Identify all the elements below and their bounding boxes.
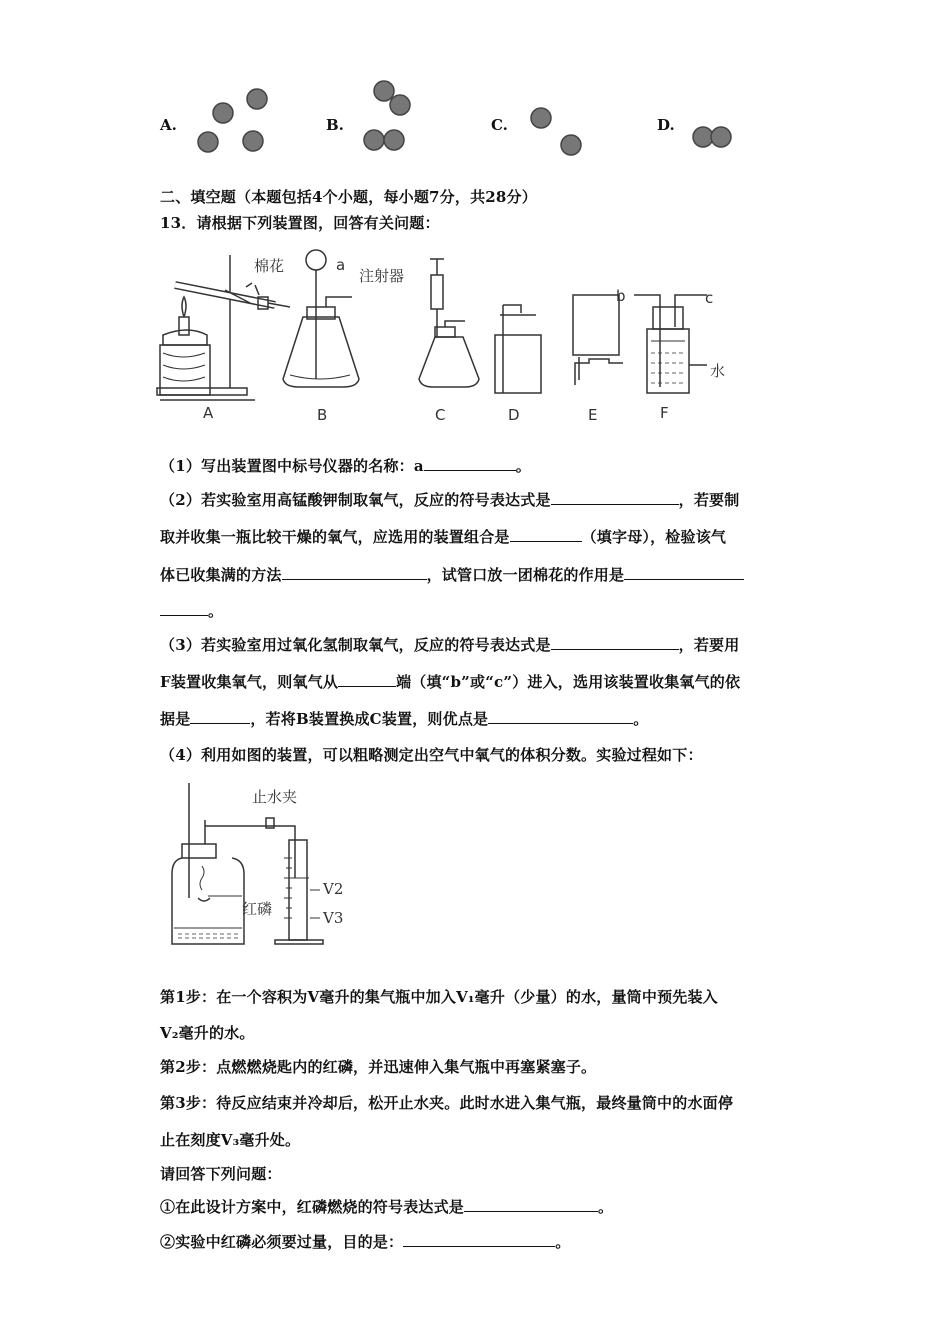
option-a-label: A. bbox=[160, 116, 177, 134]
q3-line-1: （3）若实验室用过氧化氢制取氧气，反应的符号表达式是 ，若要用 bbox=[160, 636, 740, 654]
answer-2: ②实验中红磷必须要过量，目的是： 。 bbox=[160, 1233, 571, 1251]
option-d-particles bbox=[688, 124, 738, 150]
label-cotton: 棉花 bbox=[254, 257, 285, 275]
answer-prompt: 请回答下列问题： bbox=[160, 1165, 282, 1183]
section-heading: 二、填空题（本题包括4个小题，每小题7分，共28分） bbox=[160, 188, 537, 206]
label-c: c bbox=[705, 289, 714, 307]
apparatus-figure bbox=[155, 245, 755, 425]
step-2: 第2步：点燃燃烧匙内的红磷，并迅速伸入集气瓶中再塞紧塞子。 bbox=[160, 1058, 597, 1076]
q2-line-2: 取并收集一瓶比较干燥的氧气，应选用的装置组合是 （填字母），检验该气 bbox=[160, 528, 727, 546]
label-clamp: 止水夹 bbox=[252, 788, 298, 806]
label-E: E bbox=[588, 406, 598, 424]
question-13: 13．请根据下列装置图，回答有关问题： bbox=[160, 214, 440, 232]
label-A: A bbox=[203, 404, 214, 422]
q1-line: （1）写出装置图中标号仪器的名称：a 。 bbox=[160, 457, 531, 475]
q2-line-1: （2）若实验室用高锰酸钾制取氧气，反应的符号表达式是 ，若要制 bbox=[160, 491, 740, 509]
option-d-label: D. bbox=[657, 116, 675, 134]
label-v2: V2 bbox=[323, 880, 344, 898]
option-a-particles bbox=[190, 85, 280, 155]
answer-1: ①在此设计方案中，红磷燃烧的符号表达式是 。 bbox=[160, 1198, 614, 1216]
q2-line-4: 。 bbox=[160, 600, 223, 621]
q4-line: （4）利用如图的装置，可以粗略测定出空气中氧气的体积分数。实验过程如下： bbox=[160, 746, 703, 764]
step-1-line-1: 第1步：在一个容积为V毫升的集气瓶中加入V₁毫升（少量）的水，量筒中预先装入 bbox=[160, 988, 718, 1006]
step-1-line-2: V₂毫升的水。 bbox=[160, 1024, 255, 1042]
label-b: b bbox=[616, 287, 626, 305]
label-v3: V3 bbox=[323, 909, 344, 927]
label-C: C bbox=[435, 406, 446, 424]
label-water: 水 bbox=[710, 362, 726, 380]
label-F: F bbox=[660, 404, 669, 422]
option-b-label: B. bbox=[326, 116, 344, 134]
label-syringe: 注射器 bbox=[359, 267, 405, 285]
option-c-particles bbox=[525, 105, 585, 160]
label-B: B bbox=[317, 406, 328, 424]
option-b-particles bbox=[355, 78, 425, 156]
label-red-phosphorus: 红磷 bbox=[242, 900, 273, 918]
q2-line-3: 体已收集满的方法 ，试管口放一团棉花的作用是 bbox=[160, 564, 744, 585]
q3-line-2: F装置收集氧气，则氧气从 端（填“b”或“c”）进入，选用该装置收集氧气的依 bbox=[160, 673, 741, 691]
step-3-line-2: 止在刻度V₃毫升处。 bbox=[160, 1131, 301, 1149]
option-c-label: C. bbox=[491, 116, 508, 134]
step-3-line-1: 第3步：待反应结束并冷却后，松开止水夹。此时水进入集气瓶，最终量筒中的水面停 bbox=[160, 1094, 734, 1112]
label-a: a bbox=[336, 256, 346, 274]
q3-line-3: 据是 ，若将B装置换成C装置，则优点是 。 bbox=[160, 710, 649, 728]
label-D: D bbox=[508, 406, 520, 424]
